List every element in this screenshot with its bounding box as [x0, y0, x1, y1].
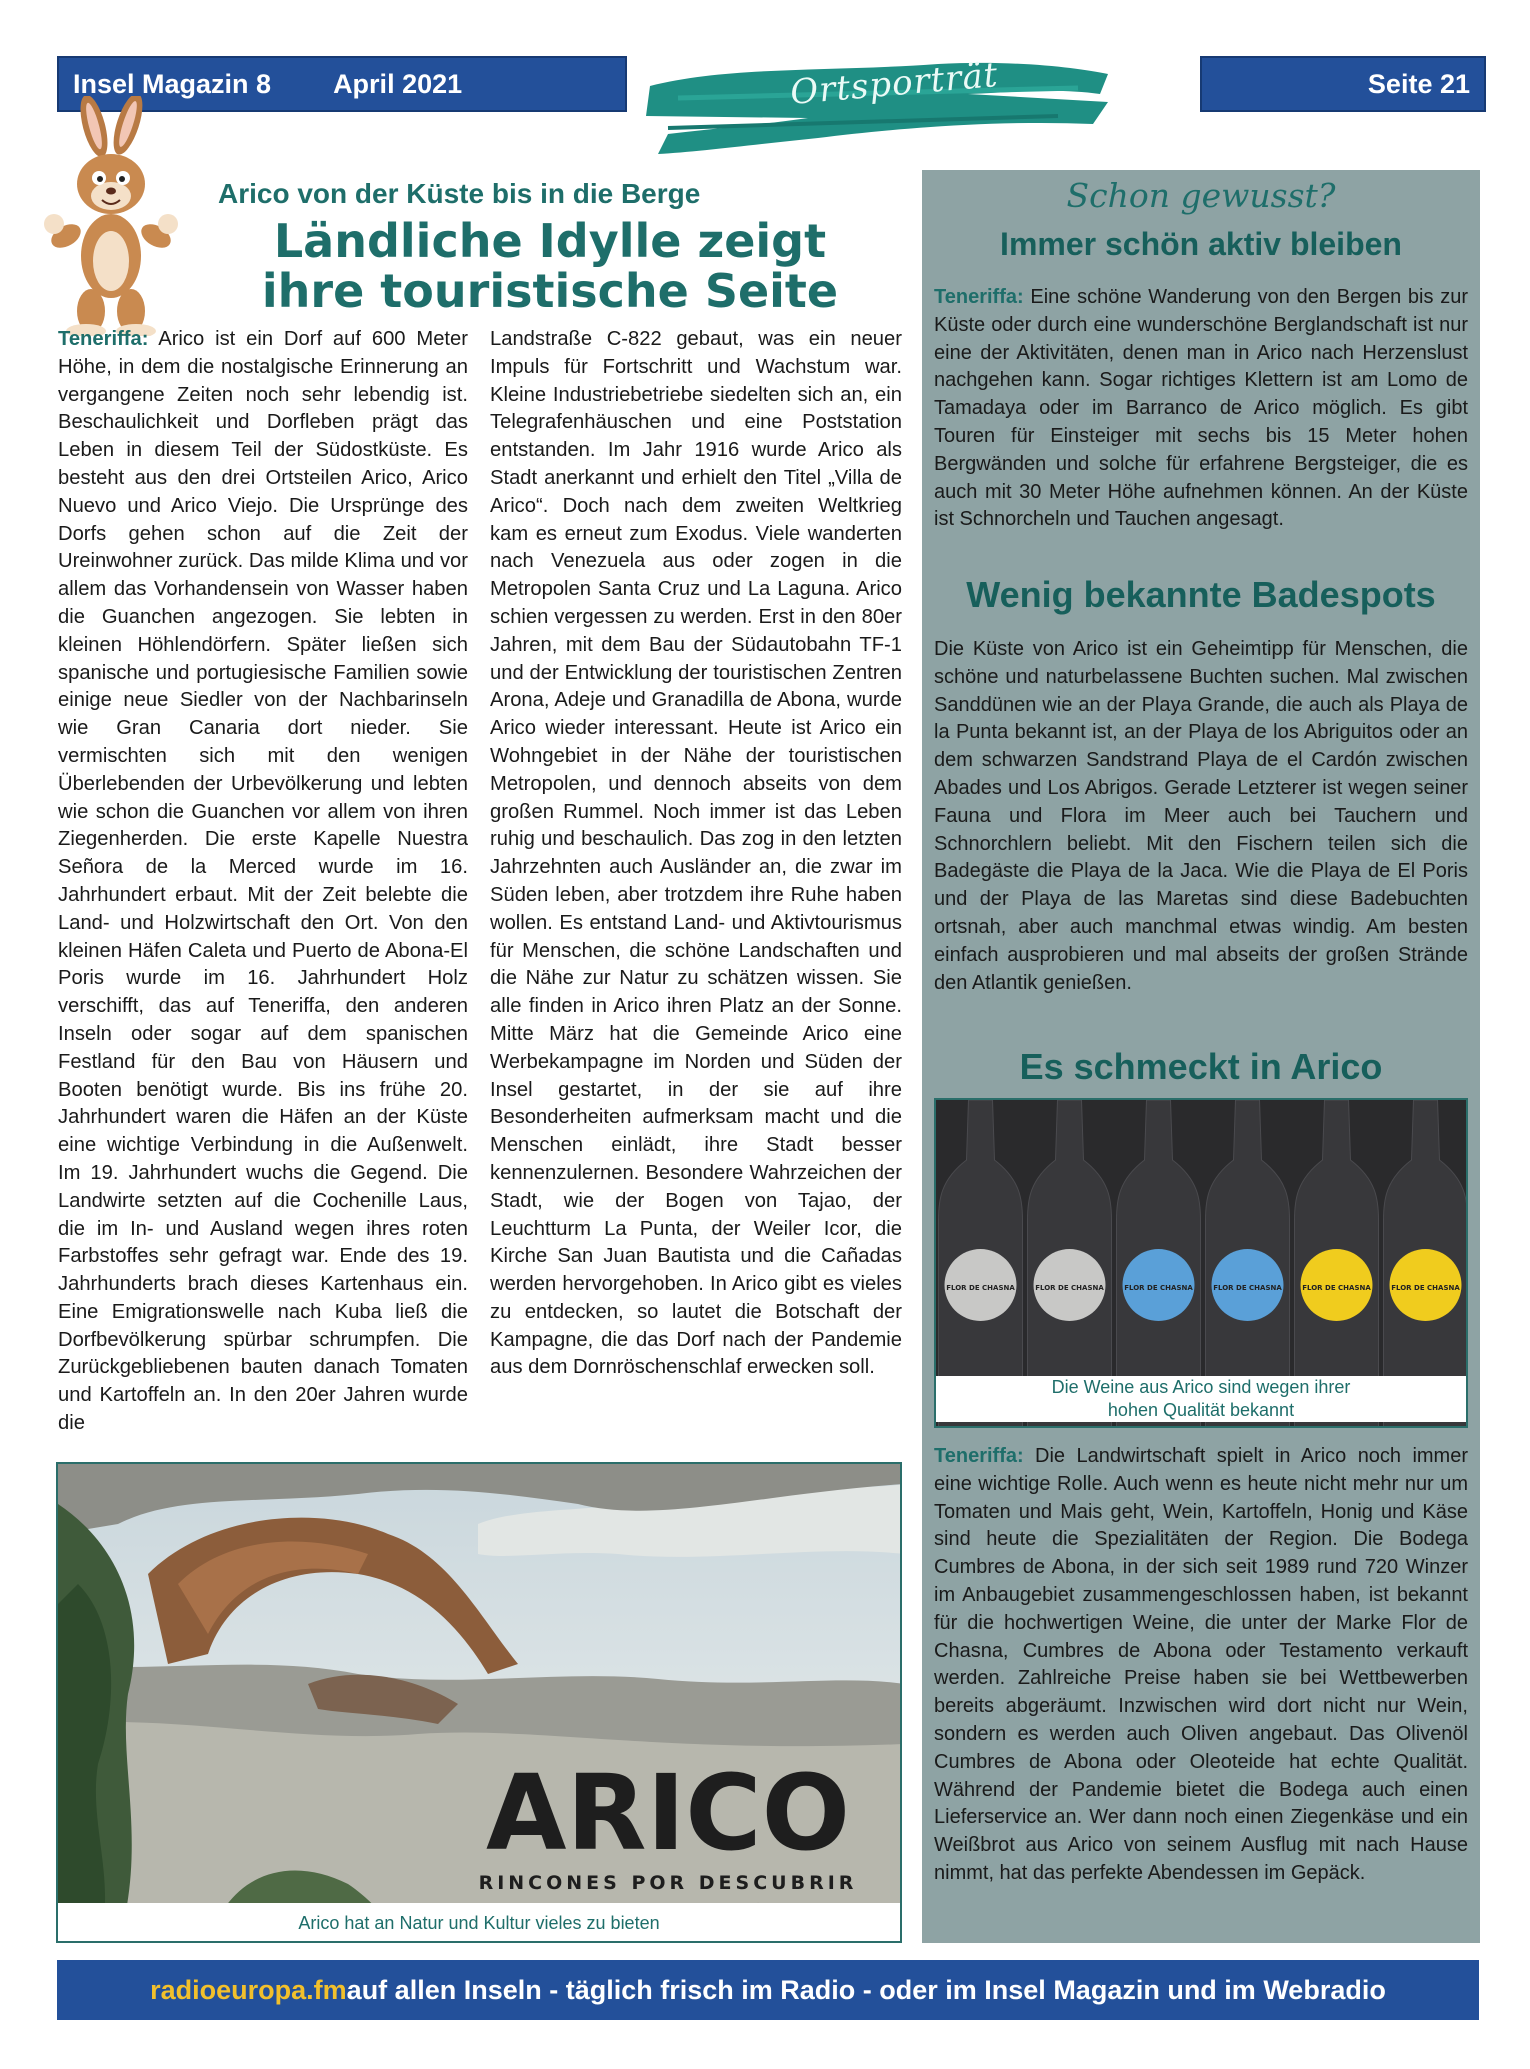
section-label: Ortsporträt [788, 54, 1000, 114]
magazine-name: Insel Magazin 8 [73, 68, 272, 99]
page-number: Seite 21 [1367, 68, 1470, 99]
wine-label-text: FLOR DE CHASNA [1213, 1284, 1282, 1292]
rabbit-mascot-illustration [36, 96, 186, 336]
sidebar-body-3: Die Landwirtschaft spielt in Arico noch immer eine wichtige Rolle. Auch wenn es heute nicht mehr nur um Tomaten und Mais geht, Wein, Kartoffeln, Honig und Käse sind heute die Spezialitäten der Region. Die Bodega Cumbres de Abona, in der sich seit 1989 rund 720 Winzer im Anbaugebiet zusammengeschlossen haben, ist bekannt für die hochwertigen Weine, die unter der Marke Flor de Chasna, Cumbres de Abona oder Testamento verkauft werden. Zahlreiche Preise haben sie bei Wettbewerben bereits abgeräumt. Inzwischen wird dort nicht nur Wein, sondern es werden auch Oliven angebaut. Das Olivenöl Cumbres de Abona oder Oleoteide hat echte Qualität. Während der Pandemie bietet die Bodega auch einen Lieferservice an. Wer dann noch einen Ziegenkäse und ein Weißbrot aus Arico von seinem Ausflug mit nach Hause nimmt, hat das perfekte Abendessen im Gepäck. [934, 1445, 1468, 1884]
article-lead: Teneriffa: [58, 328, 149, 350]
wine-caption [936, 1376, 1466, 1422]
sidebar-body-1: Eine schöne Wanderung von den Bergen bis zur Küste oder durch eine wunderschöne Berglandschaft ist nur eine der Aktivitäten, denen man in Arico nach Herzenslust nachgehen kann. Sogar richtiges Klettern ist am Lomo de Tamadaya oder im Barranco de Arico möglich. Es gibt Touren für Einsteiger mit sechs bis 15 Meter hohen Bergwänden und solche für erfahrene Bergsteiger, die es auch mit 30 Meter Höhe aufnehmen können. An der Küste ist Schnorcheln und Tauchen angesagt. [934, 286, 1468, 531]
wine-label-text: FLOR DE CHASNA [1302, 1284, 1371, 1292]
arch-landscape-illustration [58, 1464, 902, 1942]
sidebar-text-food [934, 1443, 1468, 1888]
issue-date: April 2021 [333, 68, 463, 99]
sidebar-lead-3: Teneriffa: [934, 1445, 1024, 1467]
article-column-2: Landstraße C-822 gebaut, was ein neuer Impuls für Fortschritt und Wachstum war. Kleine Industriebetriebe siedelten sich an, ein Telegrafenhäuschen und eine Poststation entstanden. Im Jahr 1916 wurde Arico als Stadt anerkannt und erhielt den Titel „Villa de Arico“. Doch nach dem zweiten Weltkrieg kam es erneut zum Exodus. Viele wanderten nach Venezuela aus oder zogen in die Metropolen Santa Cruz und La Laguna. Arico schien vergessen zu werden. Erst in den 80er Jahren, mit dem Bau der Südautobahn TF-1 und der Entwicklung der touristischen Zentren Arona, Adeje und Granadilla de Abona, wurde Arico wieder interessant. Heute ist Arico ein Wohngebiet in der Nähe der touristischen Metropolen, und dennoch abseits von dem großen Rummel. Noch immer ist das Leben ruhig und beschaulich. Das zog in den letzten Jahrzehnten auch Ausländer an, die zwar im Süden leben, aber trotzdem ihre Ruhe haben wollen. Es entstand Land- und Aktivtourismus für Menschen, die schöne Landschaften und die Nähe zur Natur zu schätzen wissen. Sie alle finden in Arico ihren Platz an der Sonne. Mitte März hat die Gemeinde Arico eine Werbekampagne im Norden und Süden der Insel gestartet, in der sie auf ihre Besonderheiten aufmerksam macht und die Menschen einlädt, ihre Stadt besser kennenzulernen. Besondere Wahrzeichen der Stadt, wie der Bogen von Tajao, der Leuchtturm La Punta, der Weiler Icor, die Kirche San Juan Bautista und die Cañadas werden hervorgehoben. In Arico gibt es vieles zu entdecken, so lautet die Botschaft der Kampagne, die das Dorf nach der Pandemie aus dem Dornröschenschlaf erwecken soll. [490, 328, 902, 1379]
sidebar-text-activities [934, 284, 1468, 534]
wine-label-text: FLOR DE CHASNA [1391, 1284, 1460, 1292]
article-kicker: Arico von der Küste bis in die Berge [218, 178, 701, 209]
arico-logo-text: ARICO [486, 1752, 850, 1874]
arico-landscape-photo [56, 1462, 902, 1942]
sidebar-lead-1: Teneriffa: [934, 286, 1024, 308]
sidebar-heading-beaches: Wenig bekannte Badespots [966, 574, 1436, 615]
sidebar-heading-food: Es schmeckt in Arico [1019, 1046, 1383, 1087]
sidebar-heading-activities: Immer schön aktiv bleiben [1000, 226, 1402, 262]
footer-text: auf allen Inseln - täglich frisch im Radio - oder im Insel Magazin und im Webradio [346, 1974, 1386, 2005]
wine-label-text: FLOR DE CHASNA [1035, 1284, 1104, 1292]
footer-banner [57, 1960, 1479, 2020]
arico-tagline: RINCONES POR DESCUBRIR [478, 1872, 858, 1894]
wine-label-text: FLOR DE CHASNA [946, 1284, 1015, 1292]
headline-line-1: Ländliche Idylle zeigt [273, 214, 827, 268]
sidebar-text-beaches: Die Küste von Arico ist ein Geheimtipp für Menschen, die schöne und naturbelassene Buchten suchen. Mal zwischen Sanddünen wie an der Playa Grande, die auch als Playa de la Punta bekannt ist, an der Playa de los Abriguitos oder an dem schwarzen Sandstrand Playa de el Cardón zwischen Abades und Los Abrigos. Gerade Letzterer ist wegen seiner Fauna und Flora im Meer auch bei Tauchern und Schnorchlern beliebt. Mit den Fischern teilen sich die Badegäste die Playa de la Jaca. Wie die Playa de El Poris und der Playa de las Maretas sind diese Badebuchten ortsnah, aber auch manchmal etwas windig. Am besten einfach ausprobieren und mal abseits der großen Strände den Atlantik genießen. [934, 638, 1468, 994]
wine-caption-line-1: Die Weine aus Arico sind wegen ihrer [1051, 1377, 1351, 1397]
header-right-bar [1200, 56, 1486, 112]
wine-label-text: FLOR DE CHASNA [1124, 1284, 1193, 1292]
photo-caption: Arico hat an Natur und Kultur vieles zu bieten [56, 1903, 902, 1943]
sidebar-kicker: Schon gewusst? [1066, 176, 1336, 215]
article-text-1: Arico ist ein Dorf auf 600 Meter Höhe, in dem die nostalgische Erinnerung an vergangene Zeiten noch sehr lebendig ist. Beschaulichkeit und Dorfleben prägt das Leben in diesem Teil der Südostküste. Es besteht aus den drei Ortsteilen Arico, Arico Nuevo und Arico Viejo. Die Ursprünge des Dorfs gehen schon auf die Zeit der Ureinwohner zurück. Das milde Klima und vor allem das Vorhandensein von Wasser haben die Guanchen angezogen. Sie lebten in kleinen Höhlendörfern. Später ließen sich spanische und portugiesische Familien sowie einige neue Siedler von der Nachbarinseln wie Gran Canaria dort nieder. Sie vermischten sich mit den wenigen Überlebenden der Urbevölkerung und lebten wie schon die Guanchen vor allem von ihren Ziegenherden. Die erste Kapelle Nuestra Señora de la Merced wurde im 16. Jahrhundert erbaut. Mit der Zeit belebte die Land- und Holzwirtschaft den Ort. Von den kleinen Häfen Caleta und Puerto de Abona-El Poris wurde im 16. Jahrhundert Holz verschifft, das auf Teneriffa, den anderen Inseln oder sogar auf dem spanischen Festland für den Bau von Häusern und Booten benötigt wurde. Bis ins frühe 20. Jahrhundert waren die Häfen an der Küste eine wichtige Verbindung in die Außenwelt. Im 19. Jahrhundert wuchs die Gegend. Die Landwirte setzten auf die Cochenille Laus, die im In- und Ausland wegen ihres roten Farbstoffes sehr gefragt war. Ende des 19. Jahrhunderts brach dieses Kartenhaus ein. Eine Emigrationswelle nach Kuba ließ die Dorfbevölkerung spürbar schrumpfen. Die Zurückgebliebenen bauten danach Tomaten und Kartoffeln an. In den 20er Jahren wurde die [58, 328, 468, 1435]
headline-line-2: ihre touristische Seite [261, 264, 839, 318]
article-column-1 [58, 326, 468, 1438]
article-headline [180, 216, 920, 316]
wine-caption-line-2: hohen Qualität bekannt [1107, 1400, 1295, 1420]
footer-website: radioeuropa.fm [150, 1974, 347, 2005]
